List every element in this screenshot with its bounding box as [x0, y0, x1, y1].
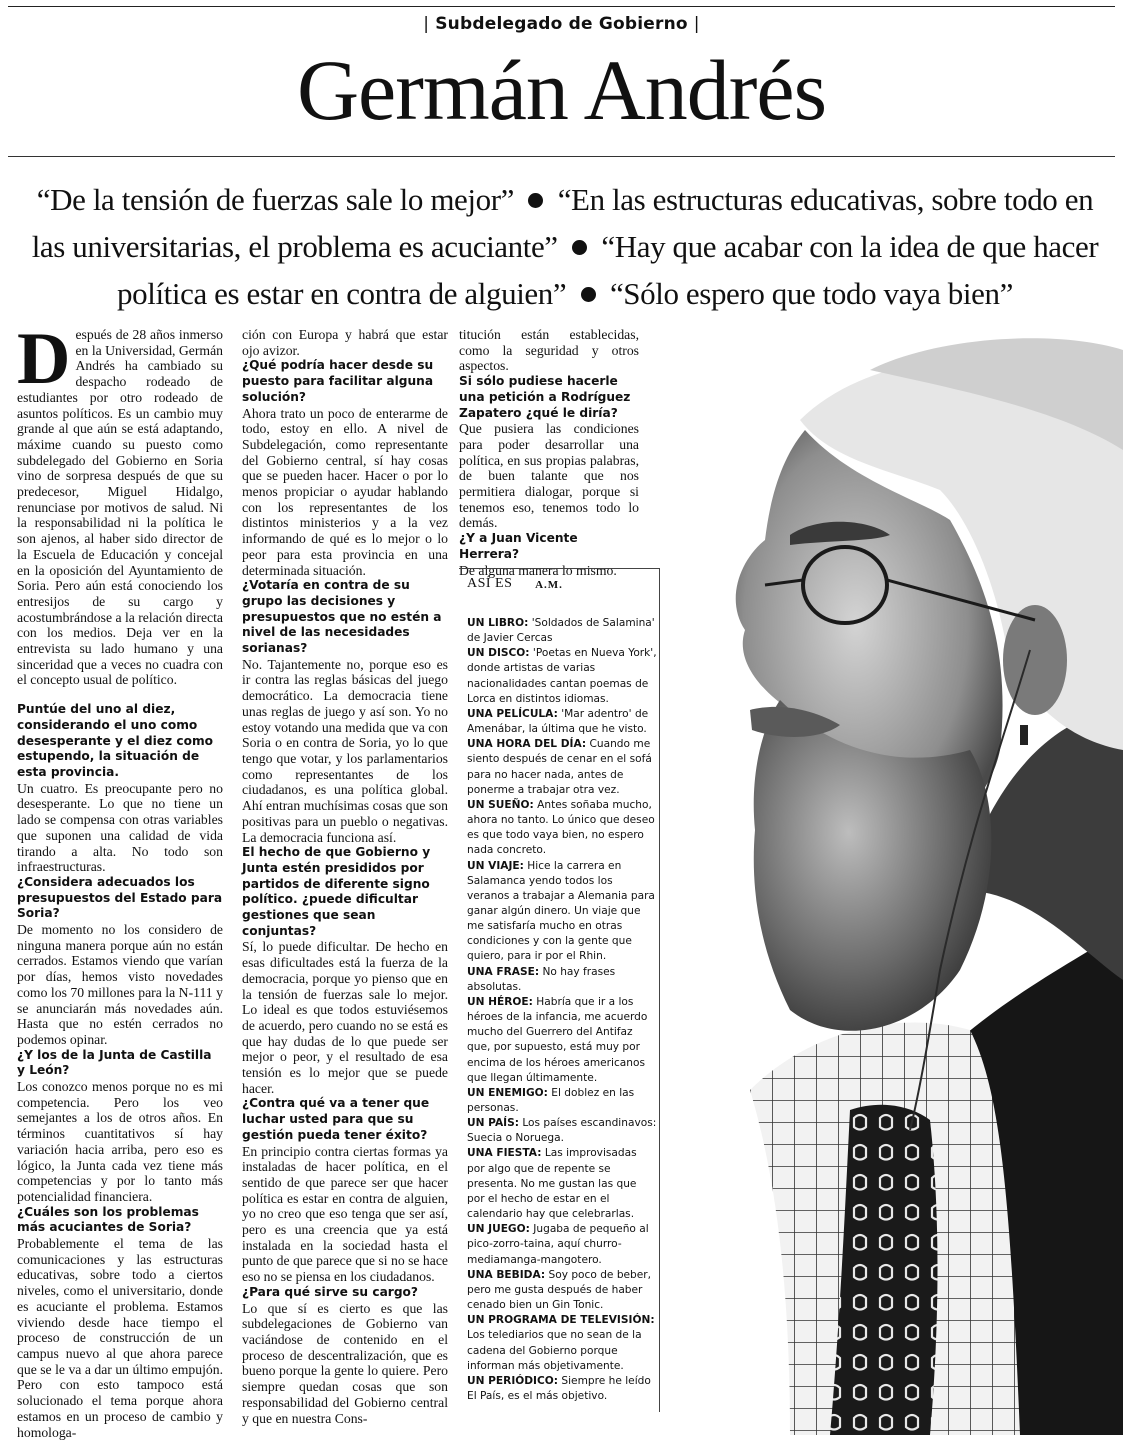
asi-es-item-text: Antes soñaba mucho, ahora no tanto. Lo único que deseo es que todo vaya bien, no espero nada concreto.	[467, 798, 655, 857]
bullet-dot	[572, 240, 587, 255]
asi-es-item	[467, 995, 657, 1086]
asi-es-item-text: 'Soldados de Salamina' de Javier Cercas	[467, 617, 655, 645]
article-column-3	[459, 327, 639, 594]
answer: Un cuatro. Es preocupante pero no desesperante. Lo que no tiene un lado se compensa con otras variables que suponen una calidad de vida tirando a alta. No todo son infraestructuras.	[17, 780, 223, 875]
answer: Lo que sí es cierto es que las subdelegaciones de Gobierno van vaciándose de contenido en el proceso de descentralización, que es bueno porque la gente lo quiere. Pero siempre quedan cosas que son responsabilidad del Gobierno central y que en nuestra Cons-	[242, 1300, 448, 1426]
bullet-dot	[528, 193, 543, 208]
asi-es-item-text: No hay frases absolutas.	[467, 965, 616, 993]
asi-es-item	[467, 1313, 657, 1374]
asi-es-item	[467, 1116, 657, 1146]
asi-es-item-label: UNA HORA DEL DÍA:	[467, 738, 587, 751]
asi-es-item-text: Habría que ir a los héroes de la infancia, me acuerdo mucho del Guerrero del Antifaz que, por supuesto, está muy por encima de los héroes americanos que llegan últimamente.	[467, 995, 648, 1084]
pull-quotes	[30, 176, 1100, 317]
asi-es-item-text: 'Mar adentro' de Amenábar, la última que he visto.	[467, 707, 649, 736]
asi-es-item-label: UN VIAJE:	[467, 859, 524, 872]
headline: Germán Andrés	[296, 42, 827, 138]
question: ¿Votaría en contra de su grupo las decisiones y presupuestos que no estén a nivel de las necesidades sorianas?	[242, 578, 442, 656]
intro-text: espués de 28 años inmerso en la Universidad, Germán Andrés ha cambiado su despacho rodeado de estudiantes por otro rodeado de asuntos políticos. Es un cambio muy grande al que aún se está adaptando, máxime cuando su puesto como subdelegado del Gobierno en Soria vino de sorpresa después de que su predecesor, Miguel Hidalgo, renunciase por motivos de salud. Ni la responsabilidad ni la política le son ajenos, al haber sido director de la Escuela de Educación y concejal en la oposición del Ayuntamiento de Soria. Pero aún está conociendo los entresijos de su cargo y acostumbrándose a la relación directa con los medios. Deja ver en la entrevista su lado humano y una sinceridad que a veces no cuadra con el concepto usual de político.	[17, 327, 223, 688]
asi-es-item	[467, 1268, 657, 1313]
asi-es-item	[467, 1374, 657, 1404]
asi-es-item	[467, 1086, 657, 1116]
asi-es-item-text: Los países escandinavos: Suecia o Noruega.	[467, 1117, 657, 1145]
asi-es-item-text: Los telediarios que no sean de la cadena del Gobierno porque informan más objetivamente.	[467, 1329, 642, 1372]
asi-es-item	[467, 616, 657, 646]
quote-2: “En las estructuras educativas, sobre todo en las universitarias, el problema es acuciante”	[31, 182, 1094, 264]
asi-es-item-label: UN PROGRAMA DE TELEVISIÓN:	[467, 1314, 655, 1327]
asi-es-item	[467, 965, 657, 995]
question: ¿Contra qué va a tener que luchar usted para que su gestión pueda tener éxito?	[242, 1096, 430, 1142]
asi-es-item	[467, 1146, 657, 1222]
asi-es-item	[467, 859, 657, 965]
question: Si sólo pudiese hacerle una petición a Rodríguez Zapatero ¿qué le diría?	[459, 374, 631, 420]
answer: Ahora trato un poco de enterarme de todo, estoy en ello. A nivel de Subdelegación, como representante del Gobierno central, sí hay cosas que se pueden hacer. Hacer o por lo menos propiciar o ayudar hablando con los representantes de los distintos ministerios y a la vez informando de qué es lo mejor o lo peor para esta provincia en una determinada situación.	[242, 405, 448, 578]
asi-es-box	[459, 568, 660, 1412]
author-signature: A.M.	[535, 579, 563, 592]
asi-es-item-text: Jugaba de pequeño al pico-zorro-taina, aquí churro-mediamanga-mangotero.	[467, 1223, 649, 1266]
quote-4: “Sólo espero que todo vaya bien”	[609, 276, 1013, 311]
asi-es-item-label: UN ENEMIGO:	[467, 1086, 548, 1099]
asi-es-item	[467, 707, 657, 737]
question: ¿Y a Juan Vicente Herrera?	[459, 531, 578, 561]
question: ¿Cuáles son los problemas más acuciantes de Soria?	[17, 1204, 199, 1235]
kicker-text: Subdelegado de Gobierno	[435, 14, 688, 34]
asi-es-item-label: UNA PELÍCULA:	[467, 707, 558, 720]
quote-3: “Hay que acabar con la idea de que hacer política es estar en contra de alguien”	[117, 229, 1099, 311]
headline-rule	[8, 156, 1115, 157]
intro-paragraph	[17, 318, 223, 688]
asi-es-item	[467, 737, 657, 798]
question: ¿Y los de la Junta de Castilla y León?	[17, 1047, 212, 1078]
asi-es-item-label: UN SUEÑO:	[467, 798, 534, 811]
article-column-1	[17, 318, 223, 1440]
drop-cap: D	[17, 318, 71, 400]
answer: Sí, lo puede dificultar. De hecho en esas dificultades está la fuerza de la democracia, porque yo pienso que en la tensión de fuerzas sale lo mejor. Lo ideal es que todos estuviésemos de acuerdo, pero cuando no se está es que hay dudas de lo que puede ser mejor o peor, y el resultado de esa tensión es lo mejor que se puede hacer.	[242, 939, 448, 1096]
question: ¿Para qué sirve su cargo?	[242, 1284, 418, 1299]
question: ¿Considera adecuados los presupuestos del Estado para Soria?	[17, 874, 223, 921]
kicker-bar-left: |	[423, 14, 430, 34]
answer: De alguna manera lo mismo.	[459, 562, 617, 578]
answer: Que pusiera las condiciones para poder desarrollar una política, en sus propias palabras, de buen talante que nos permitiera dialogar, porque si tenemos eso, tenemos todo lo demás.	[459, 421, 639, 531]
answer: Probablemente el tema de las comunicaciones y las estructuras educativas, sobre todo a ciertos niveles, como el universitario, donde es acuciante el problema. Estamos viviendo desde hace tiempo el proceso de construcción de un campus nuevo al que ahora parece que se le va a dar un último empujón. Pero con esto tampoco está solucionado el tema porque ahora estamos en un proceso de cambio y homologa-	[17, 1236, 223, 1440]
answer: En principio contra ciertas formas ya instaladas de hacer política, en el sentido de que parece ser que hacer política es estar en contra de alguien, yo no creo que eso tenga que ser así, pero es una creencia que ya está instalada en la sociedad hasta el punto de que parece que si no se hace eso no se piensa en los ciudadanos.	[242, 1143, 448, 1285]
asi-es-item	[467, 1222, 657, 1267]
asi-es-item-text: Cuando me siento después de cenar en el sofá para no hacer nada, antes de ponerme a trabajar otra vez.	[467, 738, 652, 796]
asi-es-item-label: UN DISCO:	[467, 647, 530, 660]
answer: No. Tajantemente no, porque eso es ir contra las reglas básicas del juego democrático. La democracia tiene unas reglas de juego y así son. Yo no estoy votando una medida que va con Soria o en contra de Soria, yo lo que tengo que votar, y los parlamentarios como representantes de los ciudadanos, es una política global. Ahí entran muchísimas cosas que son positivas para un pueblo o negativas. La democracia funciona así.	[242, 656, 449, 845]
asi-es-item-label: UNA BEBIDA:	[467, 1268, 546, 1281]
quote-1: “De la tensión de fuerzas sale lo mejor”	[36, 182, 514, 217]
asi-es-item-text: Las improvisadas por algo que de repente se presenta. No me gustan las que por el hecho de estar en el calendario hay que celebrarlas.	[467, 1147, 637, 1221]
asi-es-item-label: UN PERIÓDICO:	[467, 1374, 559, 1387]
asi-es-item-label: UN LIBRO:	[467, 617, 529, 629]
asi-es-item	[467, 798, 657, 859]
asi-es-item-label: UN HÉROE:	[467, 995, 533, 1008]
top-rule	[8, 6, 1115, 7]
answer: Los conozco menos porque no es mi competencia. Pero los veo semejantes a los de otros años. En términos cuantitativos sí hay variación hacia arriba, pero eso es lógico, la Junta cada vez tiene más competencias y por lo tanto más potencialidad financiera.	[17, 1079, 223, 1204]
asi-es-item-text: 'Poetas en Nueva York', donde artistas de varias nacionalidades cantan poemas de Lorca en distintos idiomas.	[467, 647, 657, 705]
asi-es-item	[467, 646, 657, 707]
section-kicker	[0, 14, 1123, 34]
asi-es-item-text: El doblez en las personas.	[467, 1086, 635, 1114]
kicker-bar-right: |	[693, 14, 700, 34]
asi-es-list	[467, 616, 657, 1404]
question: Puntúe del uno al diez, considerando el uno como desesperante y el diez como estupendo, la situación de esta provincia.	[17, 702, 214, 779]
asi-es-item-label: UNA FRASE:	[467, 965, 540, 978]
asi-es-title: ASÍ ES	[467, 576, 513, 591]
question: El hecho de que Gobierno y Junta estén presididos por partidos de diferente signo político. ¿puede dificultar gestiones que sean conjuntas?	[242, 845, 431, 938]
answer: ción con Europa y habrá que estar ojo avizor.	[242, 327, 448, 358]
question: ¿Qué podría hacer desde su puesto para facilitar alguna solución?	[242, 358, 434, 404]
asi-es-item-label: UNA FIESTA:	[467, 1147, 542, 1160]
article-column-2	[242, 327, 448, 1426]
asi-es-item-text: Hice la carrera en Salamanca yendo todos los veranos a trabajar a Alemania para ganar algún dinero. Un viaje que me satisfaría mucho en otras condiciones y con la gente que quiero, para ir por el Rhin.	[467, 859, 655, 963]
asi-es-item-text: Siempre he leído El País, es el más objetivo.	[467, 1374, 651, 1402]
asi-es-top-rule	[459, 568, 659, 569]
answer: De momento no los considero de ninguna manera porque aún no están cerrados. Estamos viendo que varían por días, hemos visto novedades como los 70 millones para la N-111 y se anunciarán más novedades aún. Hasta que no estén cerrados no podemos opinar.	[17, 922, 223, 1047]
portrait-photo	[640, 330, 1123, 1435]
asi-es-item-label: UN JUEGO:	[467, 1223, 530, 1236]
bullet-dot	[581, 287, 596, 302]
asi-es-item-text: Soy poco de beber, pero me gusta después de haber cenado bien un Gin Tonic.	[467, 1268, 652, 1312]
asi-es-item-label: UN PAÍS:	[467, 1117, 519, 1130]
answer: titución están establecidas, como la seguridad y otros aspectos.	[459, 327, 639, 374]
